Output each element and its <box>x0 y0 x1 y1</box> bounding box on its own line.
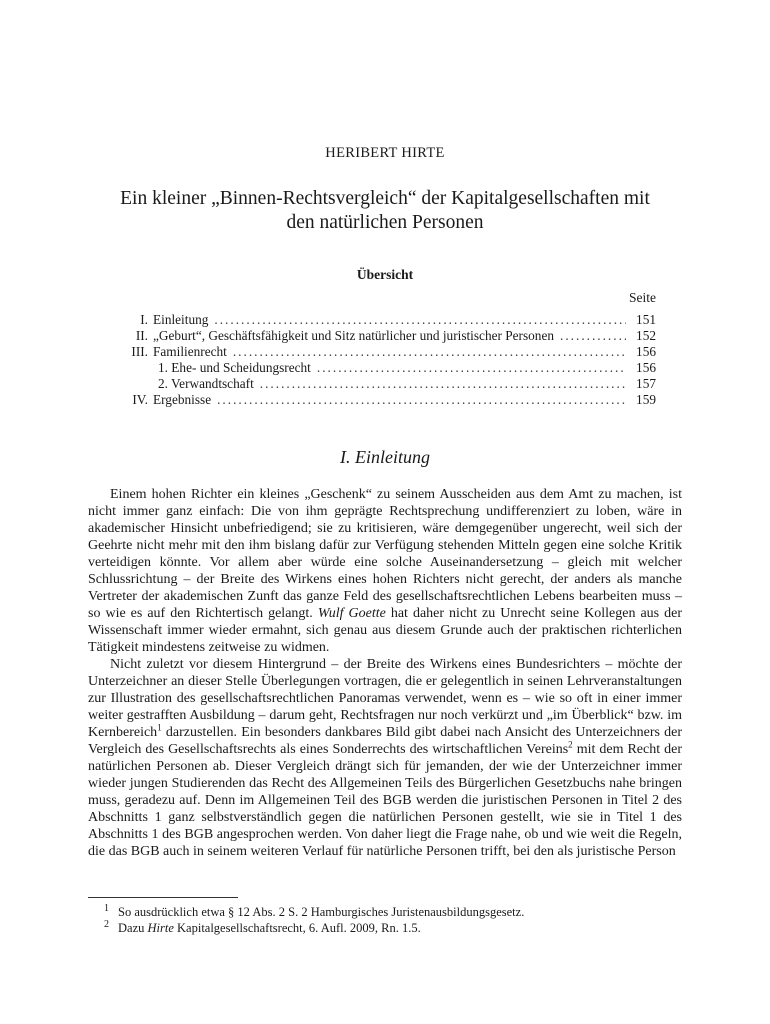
toc-entry-page: 151 <box>636 312 656 327</box>
article-title <box>88 187 682 235</box>
toc-entry-label: 1. Ehe- und Scheidungsrecht <box>158 360 311 375</box>
toc-leader-dots <box>214 312 626 328</box>
toc-entry-label: „Geburt“, Geschäftsfähigkeit und Sitz natürlicher und juristischer Personen <box>153 328 555 343</box>
footnote-divider <box>88 897 238 898</box>
toc-subentry[interactable] <box>116 360 656 376</box>
toc-subentry[interactable] <box>116 376 656 392</box>
toc-leader-dots <box>317 360 626 376</box>
footnotes <box>104 904 682 936</box>
toc-entry-label: Familienrecht <box>153 344 227 359</box>
toc-entry-page: 152 <box>636 328 656 343</box>
toc-entry[interactable] <box>116 344 656 360</box>
article-title-line-2: den natürlichen Personen <box>286 212 484 233</box>
toc-leader-dots <box>217 392 626 408</box>
toc-entry-label: Ergebnisse <box>153 392 212 407</box>
footnote-text: Dazu Hirte Kapitalgesellschaftsrecht, 6. Aufl. 2009, Rn. 1.5. <box>118 921 421 935</box>
page-column-label: Seite <box>629 290 656 305</box>
toc-leader-dots <box>233 344 626 360</box>
toc-entry[interactable] <box>116 392 656 408</box>
overview-heading: Übersicht <box>356 267 414 282</box>
toc-entry-number: III. <box>131 344 148 359</box>
footnote-text: So ausdrücklich etwa § 12 Abs. 2 S. 2 Hamburgisches Juristenausbildungsgesetz. <box>118 905 525 919</box>
toc-leader-dots <box>260 376 626 392</box>
paragraph: Einem hohen Richter ein kleines „Geschenk“ zu seinem Ausscheiden aus dem Amt zu machen, ist nicht immer ganz einfach: Die von ihm geprägte Rechtsprechung undifferenziert zu loben, wäre in akademischer Hinsicht unbefriedigend; sie zu kritisieren, wäre demgegenüber ungerecht, weil sich der Geehrte nicht mehr mit den ihm bislang dafür zur Verfügung stehenden Mitteln gegen eine solche Kritik verteidigen könnte. Vor allem aber würde eine solche Auseinandersetzung – gleich mit welcher Schlussrichtung – der Breite des Wirkens eines hohen Richters nicht gerecht, der anders als manche Vertreter der akademischen Zunft das ganze Feld des gesellschaftsrechtlichen Lebens bearbeiten muss – so wie es auf den Richtertisch gelangt. Wulf Goette hat daher nicht zu Unrecht seine Kollegen aus der Wissenschaft immer wieder ermahnt, sich genau aus diesem Grunde auch der praktischen richterlichen Tätigkeit mindestens zeitweise zu widmen. <box>88 487 682 655</box>
toc-entry[interactable] <box>116 312 656 328</box>
footnote-reference[interactable]: 2 <box>568 739 573 750</box>
toc-entry-number: IV. <box>132 392 148 407</box>
toc-leader-dots <box>560 328 626 344</box>
toc-entry-page: 156 <box>636 344 656 359</box>
article-title-line-1: Ein kleiner „Binnen-Rechtsvergleich“ der Kapitalgesellschaften mit <box>120 188 650 209</box>
toc-entry-page: 159 <box>636 392 656 407</box>
footnote-marker: 1 <box>104 903 109 914</box>
author-name: HERIBERT HIRTE <box>325 145 445 161</box>
paragraph: Nicht zuletzt vor diesem Hintergrund – der Breite des Wirkens eines Bundesrichters – möchte der Unterzeichner an dieser Stelle Überlegungen vortragen, die er gelegentlich in seinen Lehrveranstaltungen zur Illustration des gesellschaftsrechtlichen Panoramas verwendet, wenn es – wie so oft in einer immer weiter gestrafften Ausbildung – darum geht, Rechtsfragen nur noch verkürzt und „im Überblick“ bzw. im Kernbereich$^1$ darzustellen. Ein besonders dankbares Bild gibt dabei nach Ansicht des Unterzeichners der Vergleich des Gesellschaftsrechts als eines Sonderrechts des wirtschaftlichen Vereins$^2$ mit dem Recht der natürlichen Personen ab. Dieser Vergleich drängt sich für jemanden, der wie der Unterzeichner immer wieder jungen Studierenden das Recht des Allgemeinen Teils des Bürgerlichen Gesetzbuchs nahe bringen muss, geradezu auf. Denn im Allgemeinen Teil des BGB werden die juristischen Personen in Titel 2 des Abschnitts 1 ganz selbstverständlich gegen die natürlichen Personen gestellt, wie sie in Titel 1 des Abschnitts 1 des BGB angesprochen werden. Von daher liegt die Frage nahe, ob und wie weit die Regeln, die das BGB auch in seinem weiteren Verlauf für natürliche Personen trifft, bei den als juristische Person <box>88 657 683 859</box>
footnote <box>104 904 682 920</box>
toc-entry-label: 2. Verwandtschaft <box>158 376 254 391</box>
footnote <box>104 920 682 936</box>
cited-author: Hirte <box>147 921 174 935</box>
person-name: Wulf Goette <box>317 606 386 621</box>
toc-entry-page: 157 <box>636 376 656 391</box>
toc-entry-label: Einleitung <box>153 312 209 327</box>
toc-entry[interactable] <box>116 328 656 344</box>
table-of-contents <box>116 312 656 408</box>
section-heading: I. Einleitung <box>340 447 430 467</box>
toc-entry-number: II. <box>135 328 148 343</box>
toc-entry-number: I. <box>140 312 148 327</box>
footnote-reference[interactable]: 1 <box>157 722 162 733</box>
body-text <box>88 486 682 860</box>
footnote-marker: 2 <box>104 919 109 930</box>
toc-entry-page: 156 <box>636 360 656 375</box>
